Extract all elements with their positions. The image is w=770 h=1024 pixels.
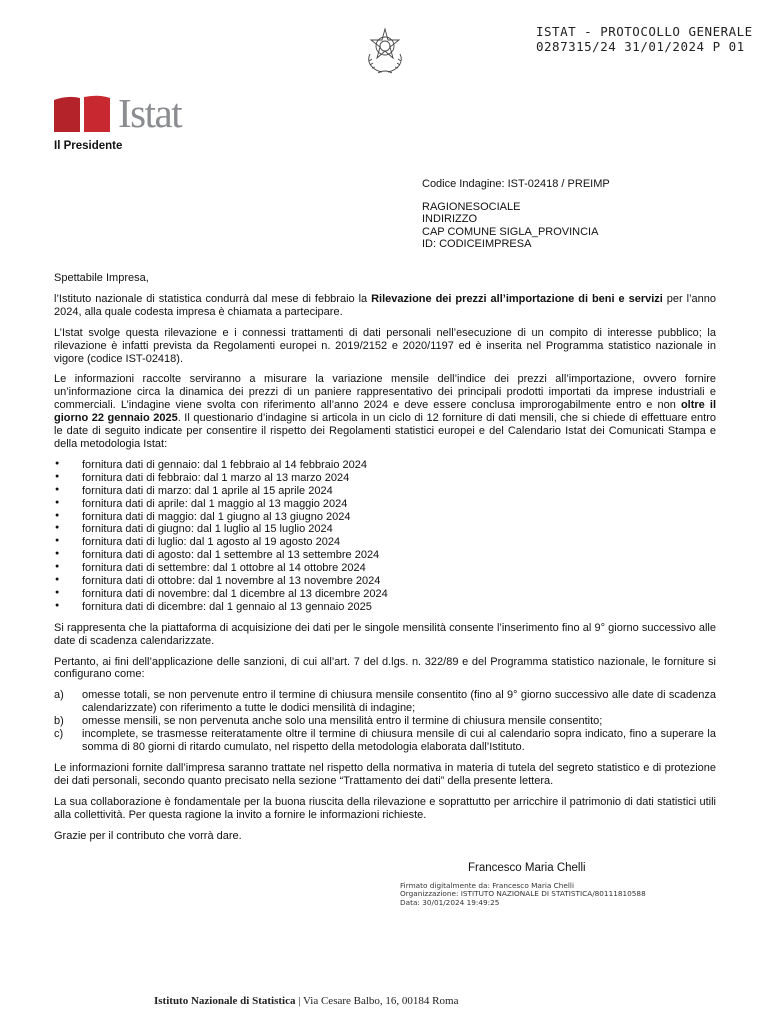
list-item: ● fornitura dati di gennaio: dal 1 febbraio al 14 febbraio 2024 xyxy=(82,459,716,472)
list-text: omesse mensili, se non pervenuta anche solo una mensilità entro il termine di chiusura mensile consentito; xyxy=(82,715,603,728)
paragraph-3-text: Le informazioni raccolte serviranno a misurare la variazione mensile dell’indice dei prezzi all’importazione, ovvero fornire un’informazione circa la dinamica dei prezzi di un paniere rappresentativo dei principali prodotti importati da imprese industriali e commerciali. L’indagine viene svolta con riferimento all’anno 2024 e deve essere conclusa improrogabilmente entro e non xyxy=(54,373,716,412)
list-item: ● fornitura dati di aprile: dal 1 maggio al 13 maggio 2024 xyxy=(82,498,716,511)
list-item: ● fornitura dati di giugno: dal 1 luglio al 15 luglio 2024 xyxy=(82,523,716,536)
list-item: ● fornitura dati di luglio: dal 1 agosto al 19 agosto 2024 xyxy=(82,536,716,549)
salutation: Spettabile Impresa, xyxy=(54,272,149,284)
istat-logo-text: Istat xyxy=(118,90,182,136)
digital-signature-line: Firmato digitalmente da: Francesco Maria Chelli xyxy=(400,881,574,890)
survey-code: Codice Indagine: IST-02418 / PREIMP xyxy=(422,178,610,190)
footer-separator: | xyxy=(295,995,303,1007)
list-item: ● fornitura dati di novembre: dal 1 dicembre al 13 dicembre 2024 xyxy=(82,588,716,601)
sanctions-list xyxy=(54,689,716,754)
paragraph-4: Si rappresenta che la piattaforma di acquisizione dei dati per le singole mensilità consente l’inserimento fino al 9° giorno successivo alle date di scadenza calendarizzate. xyxy=(54,621,716,647)
paragraph-1-text-end: per l’anno 2024, alla quale codesta impresa è chiamata a partecipare. xyxy=(54,292,717,318)
digital-signature xyxy=(400,882,646,907)
closing: Grazie per il contributo che vorrà dare. xyxy=(54,829,242,842)
digital-signature-line: Data: 30/01/2024 19:49:25 xyxy=(400,897,500,907)
list-marker: c) xyxy=(54,728,64,741)
recipient-line: RAGIONESOCIALE xyxy=(422,200,521,213)
recipient-line: INDIRIZZO xyxy=(422,213,477,226)
list-text: incomplete, se trasmesse reiteratamente oltre il termine di chiusura mensile di cui al calendario sopra indicato, fino a superare la somma di 80 giorni di ritardo cumulato, nel rispetto della metodologia elaborata dall’Istituto. xyxy=(82,728,716,753)
paragraph-7: La sua collaborazione è fondamentale per la buona riuscita della rilevazione e soprattutto per arricchire il patrimonio di dati statistici utili alla collettività. Per questa ragione la invito a fornire le informazioni richieste. xyxy=(54,795,716,821)
paragraph-2: L’Istat svolge questa rilevazione e i connessi trattamenti di dati personali nell’esecuzione di un compito di interesse pubblico; la rilevazione è infatti prevista da Regolamenti europei n. 2019/2152 e 2020/1197 ed è inserita nel Programma statistico nazionale in vigore (codice IST-02418). xyxy=(54,326,716,365)
recipient-block xyxy=(422,178,610,251)
paragraph-6: Le informazioni fornite dall’impresa saranno trattate nel rispetto della normativa in materia di tutela del segreto statistico e di protezione dei dati personali, secondo quanto precisato nella sezione “Trattamento dei dati” della presente lettera. xyxy=(54,761,716,787)
republic-emblem-icon xyxy=(362,26,408,76)
protocol-line-1: ISTAT - PROTOCOLLO GENERALE xyxy=(536,24,753,39)
paragraph-5: Pertanto, ai fini dell’applicazione delle sanzioni, di cui all’art. 7 del d.lgs. n. 322/89 e del Programma statistico nazionale, le forniture si configurano come: xyxy=(54,655,716,681)
deadline-list xyxy=(54,459,716,614)
protocol-stamp xyxy=(536,24,753,54)
list-item xyxy=(54,689,716,715)
list-text: omesse totali, se non pervenute entro il termine di chiusura mensile consentito (fino al 9° giorno successivo alle date di scadenza calendarizzate) con riferimento a tutte le dodici mensilità di indagine; xyxy=(82,689,716,715)
paragraph-3 xyxy=(54,373,716,450)
list-marker: a) xyxy=(54,689,64,702)
paragraph-1-text: l’Istituto nazionale di statistica condurrà dal mese di febbraio la xyxy=(54,292,372,305)
list-item: ● fornitura dati di ottobre: dal 1 novembre al 13 novembre 2024 xyxy=(82,575,716,588)
paragraph-1 xyxy=(54,293,716,319)
list-item: ● fornitura dati di marzo: dal 1 aprile al 15 aprile 2024 xyxy=(82,485,716,498)
recipient-line: CAP COMUNE SIGLA_PROVINCIA xyxy=(422,225,599,238)
list-item xyxy=(54,715,716,728)
footer-street: Via Cesare Balbo, 16, 00184 Roma xyxy=(303,995,459,1007)
list-item: ● fornitura dati di agosto: dal 1 settembre al 13 settembre 2024 xyxy=(82,549,716,562)
letter-body xyxy=(54,272,716,850)
list-item: ● fornitura dati di dicembre: dal 1 gennaio al 13 gennaio 2025 xyxy=(82,601,716,614)
digital-signature-line: Organizzazione: ISTITUTO NAZIONALE DI STATISTICA/80111810588 xyxy=(400,889,646,899)
recipient-line: ID: CODICEIMPRESA xyxy=(422,238,532,251)
paragraph-3-text-end: . Il questionario d’indagine si articola in un ciclo di 12 forniture di dati mensili, che si chiede di effettuare entro le date di seguito indicate per consentire il rispetto dei Regolamenti statistici europei e del Calendario Istat dei Comunicati Stampa e della metodologia Istat: xyxy=(54,412,716,450)
survey-name: Rilevazione dei prezzi all’importazione di beni e servizi xyxy=(371,292,663,305)
list-item xyxy=(54,728,716,754)
list-item: ● fornitura dati di maggio: dal 1 giugno al 13 giugno 2024 xyxy=(82,511,716,524)
footer-org: Istituto Nazionale di Statistica xyxy=(154,995,296,1007)
protocol-line-2: 0287315/24 31/01/2024 P 01 xyxy=(536,39,745,54)
sender-role: Il Presidente xyxy=(54,140,123,152)
signer-name: Francesco Maria Chelli xyxy=(468,862,586,874)
list-marker: b) xyxy=(54,715,64,728)
list-item: ● fornitura dati di febbraio: dal 1 marzo al 13 marzo 2024 xyxy=(82,472,716,485)
list-item: ● fornitura dati di settembre: dal 1 ottobre al 14 ottobre 2024 xyxy=(82,562,716,575)
footer-address xyxy=(154,995,458,1007)
final-deadline: oltre il giorno 22 gennaio 2025 xyxy=(54,399,716,425)
